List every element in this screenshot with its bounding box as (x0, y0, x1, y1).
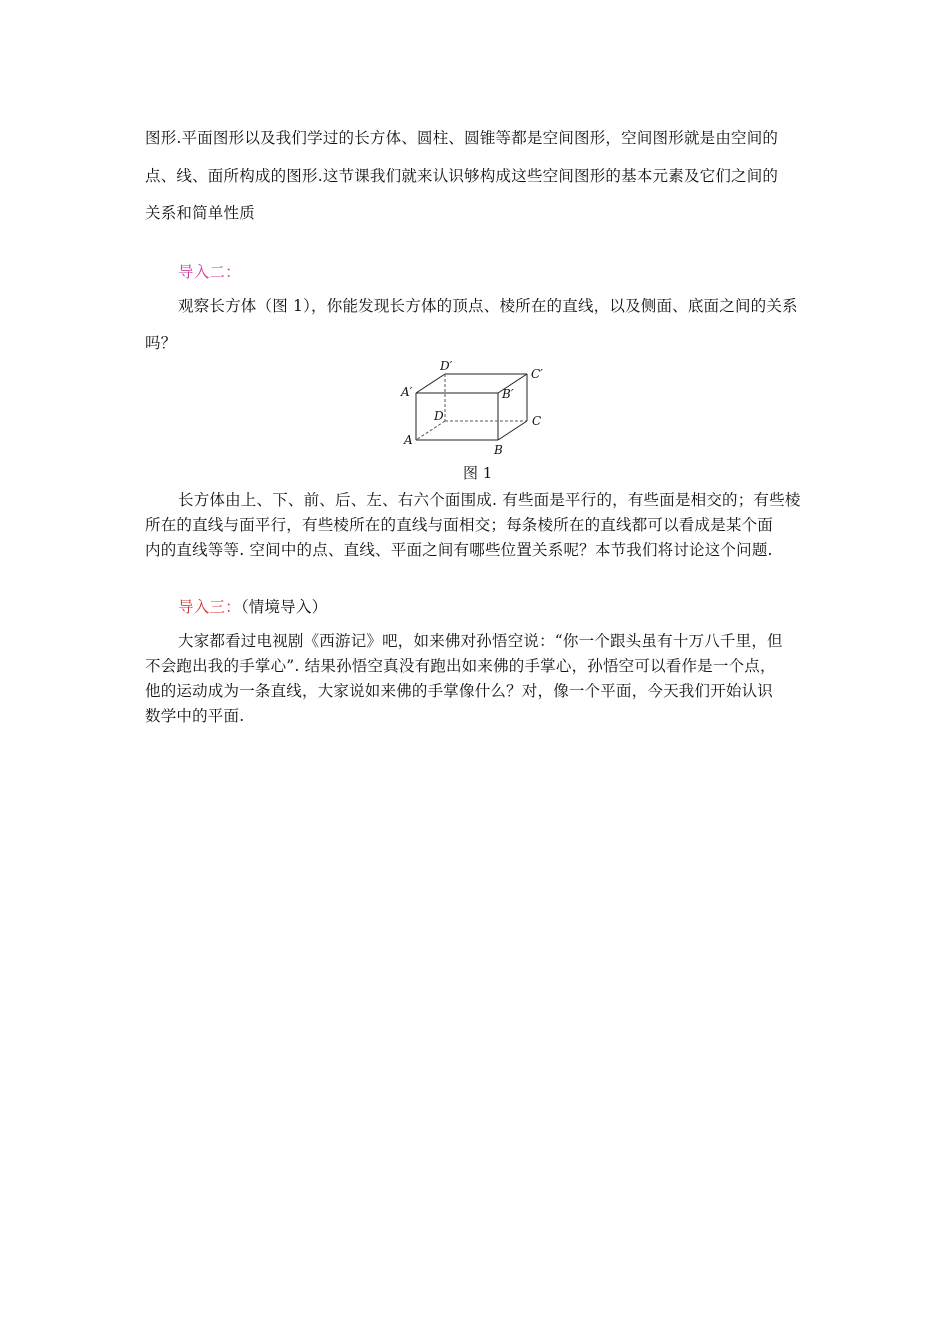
section3-line-2: 不会跑出我的手掌心”. 结果孙悟空真没有跑出如来佛的手掌心，孙悟空可以看作是一个点， (145, 657, 776, 675)
cuboid-figure (398, 358, 548, 458)
figure-caption: 图 1 (463, 464, 493, 482)
section2-after-line-1: 长方体由上、下、前、后、左、右六个面围成. 有些面是平行的，有些面是相交的；有些棱 (178, 491, 801, 509)
section3-heading: 导入三： (178, 598, 241, 616)
edge-A1D1 (416, 374, 445, 393)
section3-line-1: 大家都看过电视剧《西游记》吧，如来佛对孙悟空说：“你一个跟头虽有十万八千里，但 (178, 632, 783, 650)
intro-line-2: 点、线、面所构成的图形.这节课我们就来认识够构成这些空间图形的基本元素及它们之间的 (145, 167, 779, 185)
edge-CB (498, 421, 527, 440)
label-B1: B′ (502, 387, 514, 401)
label-C1: C′ (531, 367, 543, 381)
cuboid-diagram (398, 358, 548, 458)
label-A1: A′ (401, 385, 413, 399)
section2-heading: 导入二： (178, 263, 241, 281)
label-A: A (404, 433, 413, 447)
section2-line-2: 吗？ (145, 334, 177, 352)
edge-DA (416, 421, 445, 440)
label-D: D (434, 409, 444, 423)
intro-line-1: 图形.平面图形以及我们学过的长方体、圆柱、圆锥等都是空间图形，空间图形就是由空间的 (145, 129, 779, 147)
section2-line-1: 观察长方体（图 1），你能发现长方体的顶点、棱所在的直线，以及侧面、底面之间的关系 (178, 297, 798, 315)
section3-line-4: 数学中的平面. (145, 707, 245, 725)
section2-after-line-3: 内的直线等等. 空间中的点、直线、平面之间有哪些位置关系呢？本节我们将讨论这个问题. (145, 541, 773, 559)
label-D1: D′ (440, 359, 453, 373)
section3-heading-row (178, 597, 327, 617)
intro-line-3: 关系和简单性质 (145, 204, 255, 222)
label-B: B (494, 443, 503, 457)
section3-line-3: 他的运动成为一条直线，大家说如来佛的手掌像什么？对，像一个平面，今天我们开始认识 (145, 682, 774, 700)
section3-heading-suffix: （情境导入） (240, 598, 328, 616)
label-C: C (532, 414, 542, 428)
section2-after-line-2: 所在的直线与面平行，有些棱所在的直线与面相交；每条棱所在的直线都可以看成是某个面 (145, 516, 774, 534)
